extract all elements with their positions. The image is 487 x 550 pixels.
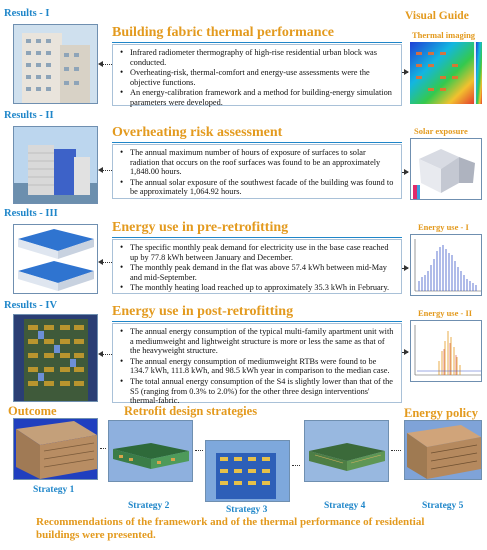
strategy-3-label: Strategy 3 xyxy=(226,505,268,515)
results-3-model-image xyxy=(13,224,98,294)
strategy-1-label: Strategy 1 xyxy=(33,485,75,495)
results-1-title: Building fabric thermal performance xyxy=(112,25,335,40)
conclusion-text: Recommendations of the framework and of the thermal performance of residential buildings were presented. xyxy=(36,516,425,541)
arrow-left-icon xyxy=(98,167,103,173)
results-4-bullet-1: • The annual energy consumption of the typical multi-family apartment unit with a mediumweight and lightweight structure is more or less the same as that of the heavyweight structure. xyxy=(119,327,395,356)
energy-policy-label: Energy policy xyxy=(404,406,478,420)
strategy-3-image xyxy=(205,440,290,502)
results-2-text-box xyxy=(112,144,402,199)
results-2-building-model xyxy=(13,126,98,204)
solar-exposure-image xyxy=(410,138,482,200)
results-3-label: Results - III xyxy=(4,208,58,219)
arrow-left-icon xyxy=(98,351,103,357)
connector-s4-s5 xyxy=(391,450,401,451)
arrow-right-icon xyxy=(404,349,409,355)
results-3-bullet-1: • The specific monthly peak demand for electricity use in the base case reached up by 77.8 kWh between January and December. xyxy=(119,243,395,262)
arrow-right-icon xyxy=(404,265,409,271)
strategy-5-label: Strategy 5 xyxy=(422,501,464,511)
results-3-text-box xyxy=(112,239,402,294)
results-2-bullet-1: • The annual maximum number of hours of exposure of surfaces to solar radiation that occurs on the roof surfaces was found to be an approximately 1,848.00 hours. xyxy=(119,148,395,177)
results-4-title-rule xyxy=(112,321,402,322)
results-1-label: Results - I xyxy=(4,8,50,19)
results-1-bullet-1: • Infrared radiometer thermography of high-rise residential urban block was conducted. xyxy=(119,48,395,67)
connector-s2-s3 xyxy=(195,450,203,451)
connector-s3-s4 xyxy=(292,465,300,466)
results-3-bullet-2: • The monthly peak demand in the flat was above 57.4 kWh between mid-May and mid-September. xyxy=(119,263,395,282)
results-1-building-image xyxy=(13,24,98,104)
results-4-title: Energy use in post-retrofitting xyxy=(112,304,294,319)
thermal-imaging-label: Thermal imaging xyxy=(412,30,476,40)
arrow-left-icon xyxy=(98,259,103,265)
results-4-label: Results - IV xyxy=(4,300,58,311)
results-1-title-rule xyxy=(112,42,402,43)
results-4-bullet-3: • The total annual energy consumption of the S4 is slightly lower than that of the S5 (ranging from 0.3% to 2.0%) for the other three design interventions' thermal-fabric. xyxy=(119,377,395,406)
connector-left-3 xyxy=(102,262,112,263)
results-1-text-box xyxy=(112,44,402,106)
outcome-label: Outcome xyxy=(8,404,57,418)
results-2-bullet-2: • The annual solar exposure of the southwest facade of the building was found to be approximately 1,064.92 hours. xyxy=(119,178,395,197)
thermal-imaging-image xyxy=(410,42,482,104)
visual-guide-title: Visual Guide xyxy=(405,10,469,22)
strategy-2-label: Strategy 2 xyxy=(128,501,170,511)
strategy-2-image xyxy=(108,420,193,482)
results-1-bullet-3: • An energy-calibration framework and a method for building-energy simulation parameters were developed. xyxy=(119,88,395,107)
strategy-4-image xyxy=(304,420,389,482)
strategy-4-label: Strategy 4 xyxy=(324,501,366,511)
energy-use-2-label: Energy use - II xyxy=(418,308,473,318)
strategy-1-image xyxy=(13,418,98,480)
results-2-label: Results - II xyxy=(4,110,54,121)
results-4-building-image xyxy=(13,314,98,402)
connector-s1-s2 xyxy=(100,448,106,449)
results-4-bullet-2: • The annual energy consumption of mediumweight RTBs were found to be 134.7 kWh, 111.8 kWh, and 98.5 kWh year in comparison to the median case. xyxy=(119,357,395,376)
results-2-title-rule xyxy=(112,142,402,143)
energy-use-1-chart-image xyxy=(410,234,482,296)
arrow-right-icon xyxy=(404,69,409,75)
arrow-left-icon xyxy=(98,61,103,67)
solar-exposure-label: Solar exposure xyxy=(414,126,468,136)
results-3-title: Energy use in pre-retrofitting xyxy=(112,220,289,235)
connector-left-2 xyxy=(102,170,112,171)
energy-use-1-label: Energy use - I xyxy=(418,222,469,232)
results-3-bullet-3: • The monthly heating load reached up to approximately 35.3 kWh in February. xyxy=(119,283,395,293)
results-2-title: Overheating risk assessment xyxy=(112,125,283,140)
connector-left-1 xyxy=(102,64,112,65)
results-4-text-box xyxy=(112,323,402,406)
results-1-bullet-2: • Overheating-risk, thermal-comfort and energy-use assessments were the objective functions. xyxy=(119,68,395,87)
connector-left-4 xyxy=(102,354,112,355)
strategy-5-image xyxy=(404,420,482,480)
energy-use-2-chart-image xyxy=(410,320,482,382)
results-3-title-rule xyxy=(112,237,402,238)
retrofit-strategies-title: Retrofit design strategies xyxy=(124,404,258,418)
arrow-right-icon xyxy=(404,169,409,175)
